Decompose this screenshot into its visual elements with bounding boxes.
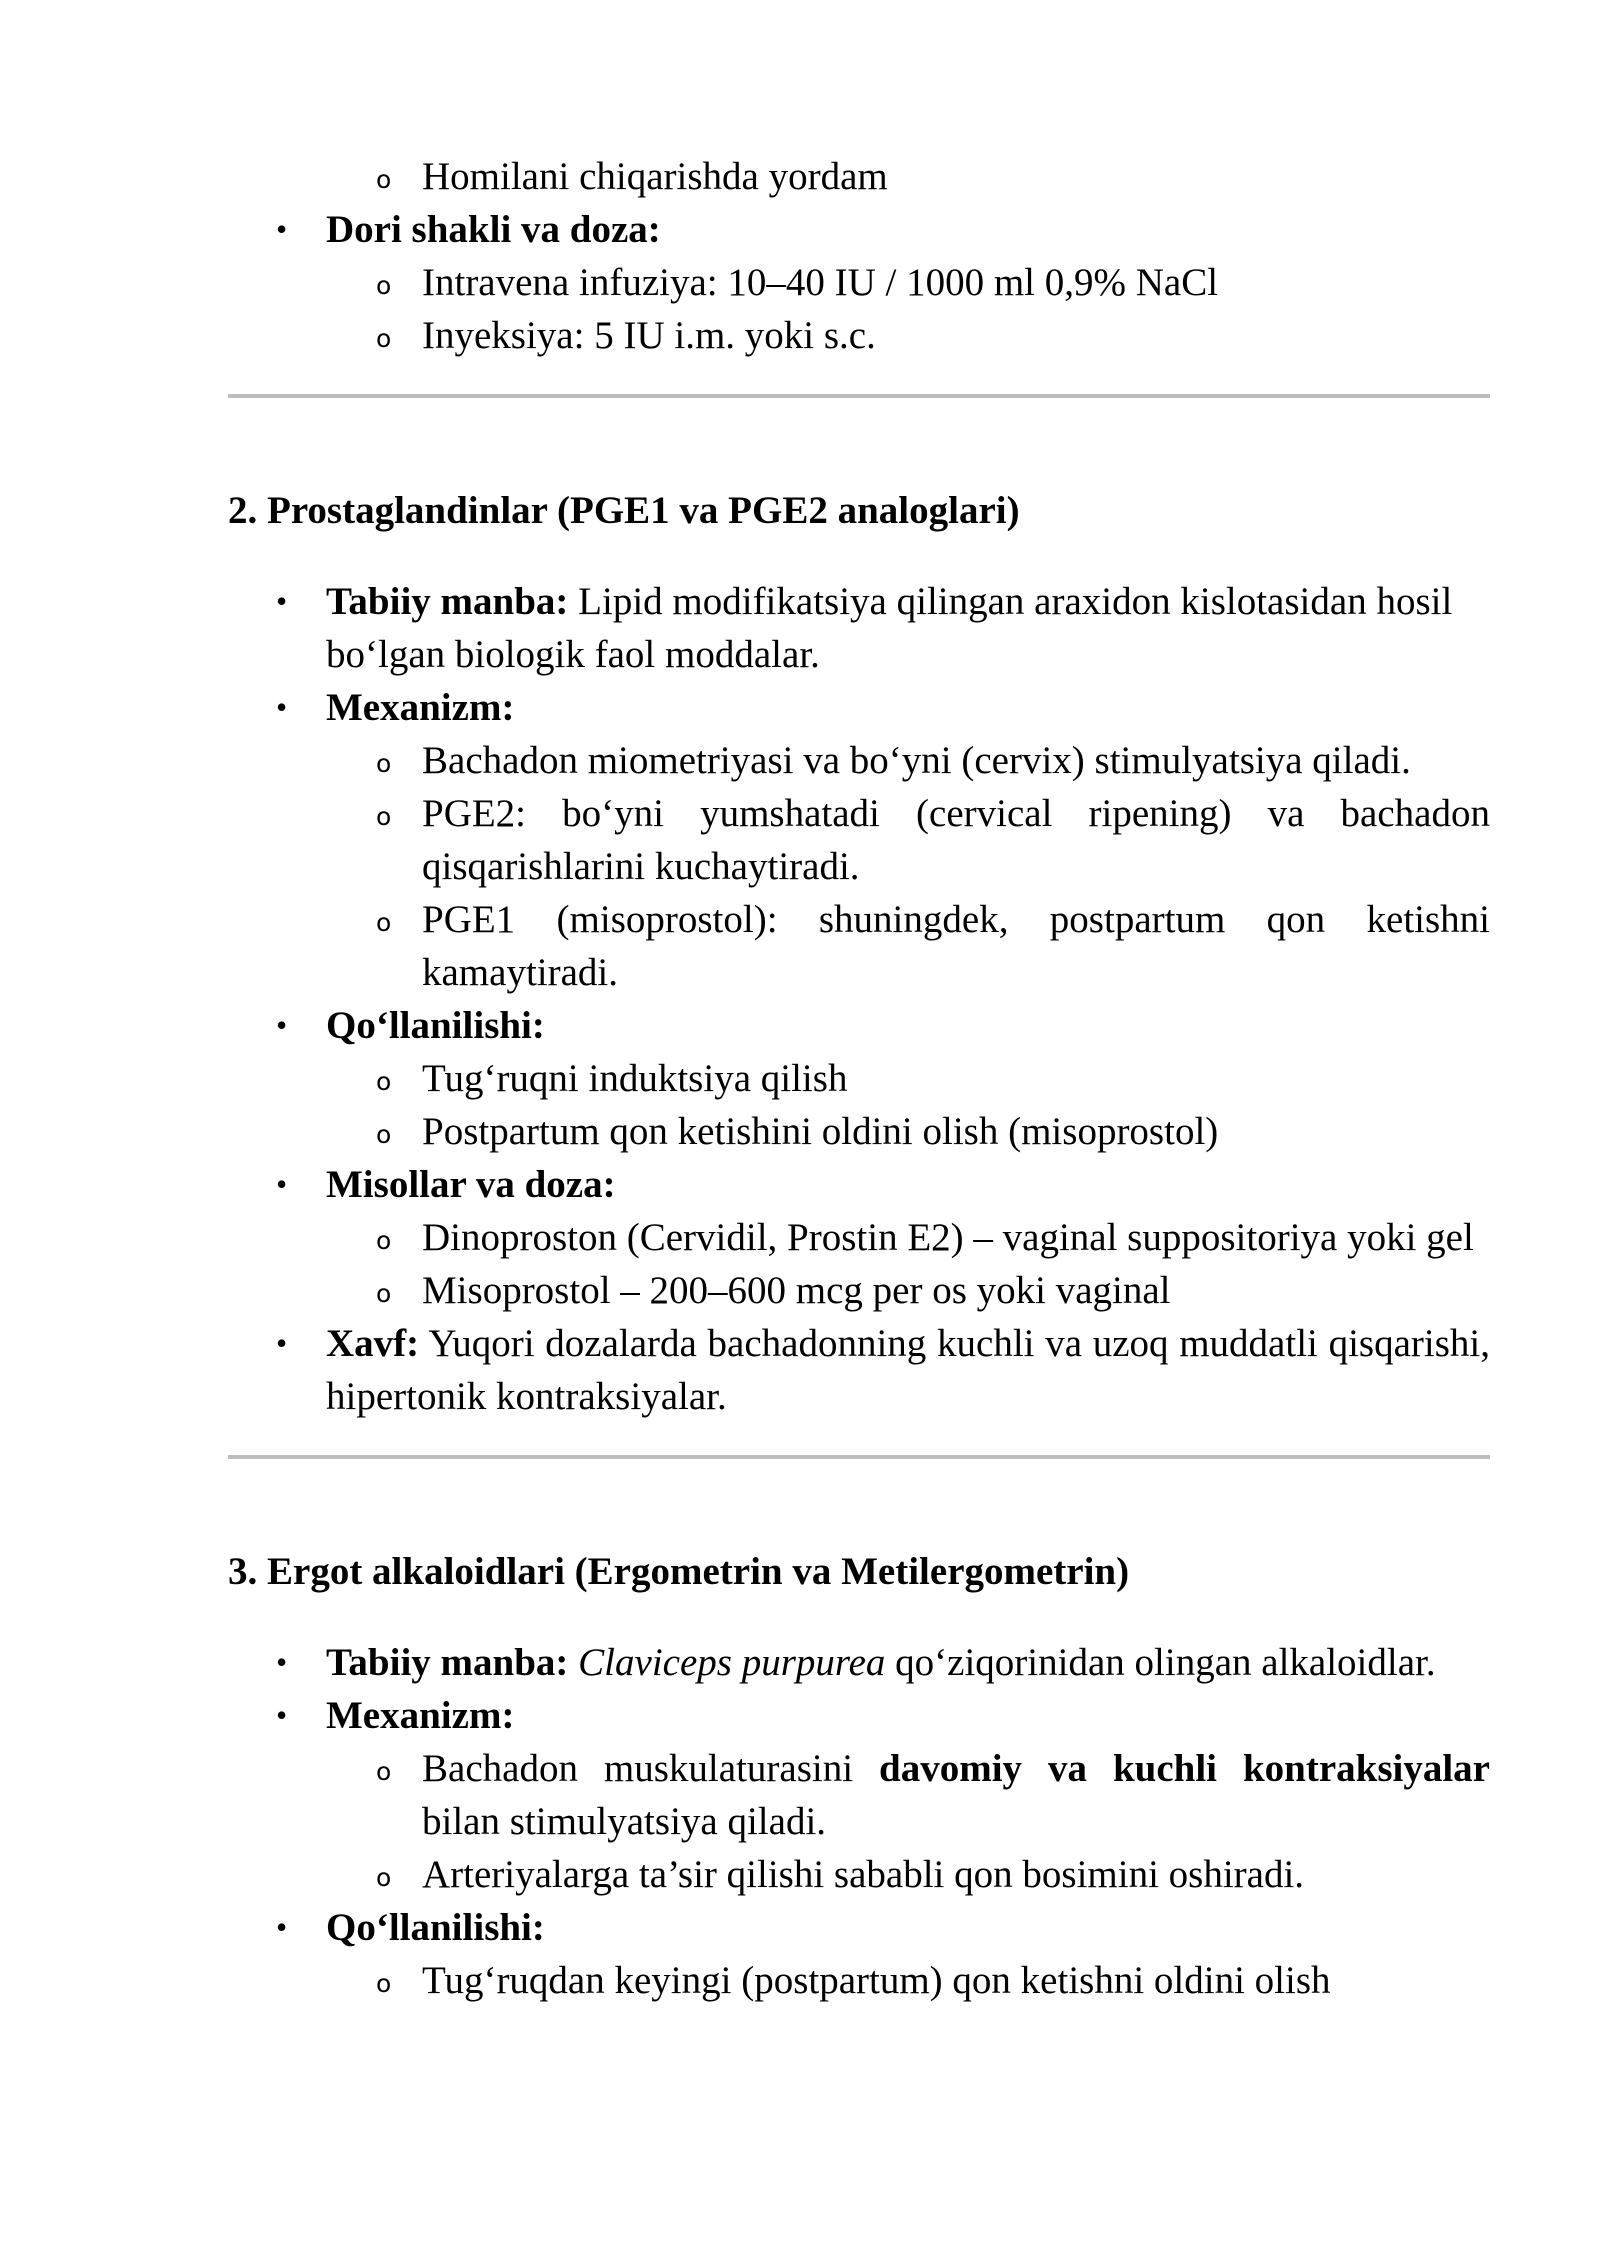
list-item-usage bbox=[326, 999, 1490, 1158]
section-heading: 3. Ergot alkaloidlari (Ergometrin va Metilergometrin) bbox=[228, 1550, 1130, 1593]
usage-sub-list bbox=[326, 1052, 1490, 1158]
list-item-examples bbox=[326, 1158, 1490, 1317]
list-item: o Bachadon miometriyasi va bo‘yni (cervix) stimulyatsiya qiladi. bbox=[422, 734, 1490, 787]
item-label: Dori shakli va doza: bbox=[326, 208, 661, 251]
top-sub-list bbox=[326, 150, 1490, 203]
item-label: Mexanizm: bbox=[326, 1694, 515, 1737]
item-label: Qo‘llanilishi: bbox=[326, 1004, 545, 1047]
item-label: Mexanizm: bbox=[326, 686, 515, 729]
list-item-risk bbox=[326, 1317, 1490, 1423]
list-item bbox=[422, 1742, 1490, 1848]
emphasis-text: davomiy va kuchli kontraksiyalar bbox=[879, 1747, 1490, 1790]
item-label: Xavf: bbox=[326, 1322, 420, 1365]
list-item-mechanism bbox=[326, 1689, 1490, 1901]
list-item-mechanism bbox=[326, 681, 1490, 999]
mechanism-sub-list bbox=[326, 734, 1490, 999]
list-item: o Intravena infuziya: 10–40 IU / 1000 ml 0,9% NaCl bbox=[422, 256, 1490, 309]
list-item-usage bbox=[326, 1901, 1490, 2007]
section-heading: 2. Prostaglandinlar (PGE1 va PGE2 analoglari) bbox=[228, 489, 1020, 532]
list-item: o Tug‘ruqni induktsiya qilish bbox=[422, 1052, 1490, 1105]
item-label: Qo‘llanilishi: bbox=[326, 1906, 545, 1949]
mechanism-sub-list bbox=[326, 1742, 1490, 1901]
list-item: o Tug‘ruqdan keyingi (postpartum) qon ketishni oldini olish bbox=[422, 1954, 1490, 2007]
page-content bbox=[228, 150, 1490, 2007]
examples-sub-list bbox=[326, 1211, 1490, 1317]
usage-sub-list bbox=[326, 1954, 1490, 2007]
top-bullet-list bbox=[228, 150, 1490, 362]
list-item: o Postpartum qon ketishini oldini olish (misoprostol) bbox=[422, 1105, 1490, 1158]
item-label: Misollar va doza: bbox=[326, 1163, 616, 1206]
list-item-dose bbox=[326, 203, 1490, 362]
list-item: o Misoprostol – 200–600 mcg per os yoki vaginal bbox=[422, 1264, 1490, 1317]
item-label: Tabiiy manba: bbox=[326, 1641, 569, 1684]
list-item: o PGE2: bo‘yni yumshatadi (cervical ripening) va bachadon qisqarishlarini kuchaytiradi. bbox=[422, 787, 1490, 893]
item-text: Yuqori dozalarda bachadonning kuchli va uzoq muddatli qisqarishi, hipertonik kontraksiyalar. bbox=[326, 1322, 1490, 1418]
list-item: o PGE1 (misoprostol): shuningdek, postpartum qon ketishni kamaytiradi. bbox=[422, 893, 1490, 999]
item-text: bilan stimulyatsiya qiladi. bbox=[422, 1800, 827, 1843]
item-text: Lipid modifikatsiya qilingan araxidon kislotasidan hosil bo‘lgan biologik faol moddalar. bbox=[326, 580, 1453, 676]
list-item: o Homilani chiqarishda yordam bbox=[422, 150, 1490, 203]
list-item: o Arteriyalarga ta’sir qilishi sababli qon bosimini oshiradi. bbox=[422, 1848, 1490, 1901]
section2-bullet-list bbox=[228, 575, 1490, 1423]
list-item: o Inyeksiya: 5 IU i.m. yoki s.c. bbox=[422, 309, 1490, 362]
list-item: o Dinoproston (Cervidil, Prostin E2) – vaginal suppositoriya yoki gel bbox=[422, 1211, 1490, 1264]
species-name: Claviceps purpurea bbox=[578, 1641, 886, 1684]
list-item-source bbox=[326, 575, 1498, 681]
list-item-source bbox=[326, 1636, 1498, 1689]
item-label: Tabiiy manba: bbox=[326, 580, 569, 623]
section3-bullet-list bbox=[228, 1636, 1490, 2007]
item-text: qo‘ziqorinidan olingan alkaloidlar. bbox=[885, 1641, 1436, 1684]
dose-sub-list bbox=[326, 256, 1490, 362]
item-text: Bachadon muskulaturasini bbox=[422, 1747, 880, 1790]
